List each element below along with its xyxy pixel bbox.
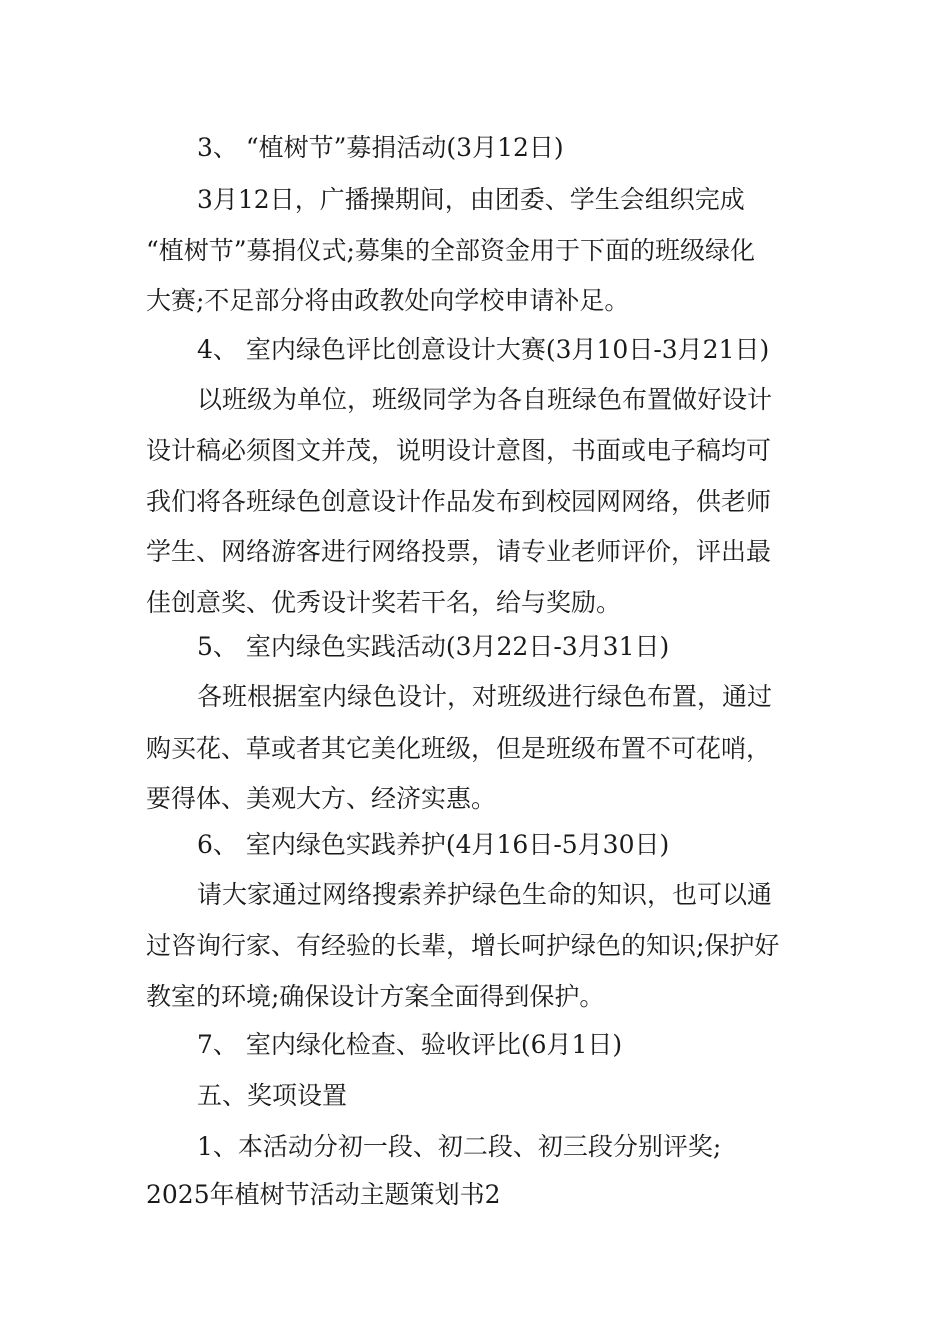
paragraph-line: 学生、网络游客进行网络投票，请专业老师评价，评出最 — [146, 537, 772, 566]
paragraph-line: 教室的环境;确保设计方案全面得到保护。 — [146, 982, 605, 1011]
section-heading-awards: 五、奖项设置 — [197, 1081, 348, 1110]
section-heading-5: 5、 室内绿色实践活动(3月22日-3月31日) — [197, 632, 670, 661]
paragraph-line: 购买花、草或者其它美化班级，但是班级布置不可花哨， — [146, 734, 772, 763]
paragraph-line: 过咨询行家、有经验的长辈，增长呵护绿色的知识;保护好 — [146, 931, 780, 960]
paragraph-line: 要得体、美观大方、经济实惠。 — [146, 784, 497, 813]
paragraph-line: 3月12日，广播操期间，由团委、学生会组织完成 — [197, 185, 745, 214]
section-heading-6: 6、 室内绿色实践养护(4月16日-5月30日) — [197, 830, 670, 859]
paragraph-line: 1、本活动分初一段、初二段、初三段分别评奖; — [197, 1132, 722, 1161]
paragraph-line: 以班级为单位，班级同学为各自班绿色布置做好设计 — [197, 385, 773, 414]
paragraph-line: “植树节”募捐仪式;募集的全部资金用于下面的班级绿化 — [146, 236, 755, 265]
section-heading-7: 7、 室内绿化检查、验收评比(6月1日) — [197, 1030, 623, 1059]
document-title: 2025年植树节活动主题策划书2 — [146, 1180, 501, 1209]
paragraph-line: 各班根据室内绿色设计，对班级进行绿色布置，通过 — [197, 682, 773, 711]
section-heading-4: 4、 室内绿色评比创意设计大赛(3月10日-3月21日) — [197, 335, 770, 364]
paragraph-line: 设计稿必须图文并茂，说明设计意图，书面或电子稿均可 — [146, 436, 772, 465]
paragraph-line: 佳创意奖、优秀设计奖若干名，给与奖励。 — [146, 588, 622, 617]
paragraph-line: 请大家通过网络搜索养护绿色生命的知识，也可以通 — [197, 880, 773, 909]
paragraph-line: 我们将各班绿色创意设计作品发布到校园网网络，供老师 — [146, 487, 772, 516]
section-heading-3: 3、 “植树节”募捐活动(3月12日) — [197, 133, 564, 162]
paragraph-line: 大赛;不足部分将由政教处向学校申请补足。 — [146, 286, 630, 315]
